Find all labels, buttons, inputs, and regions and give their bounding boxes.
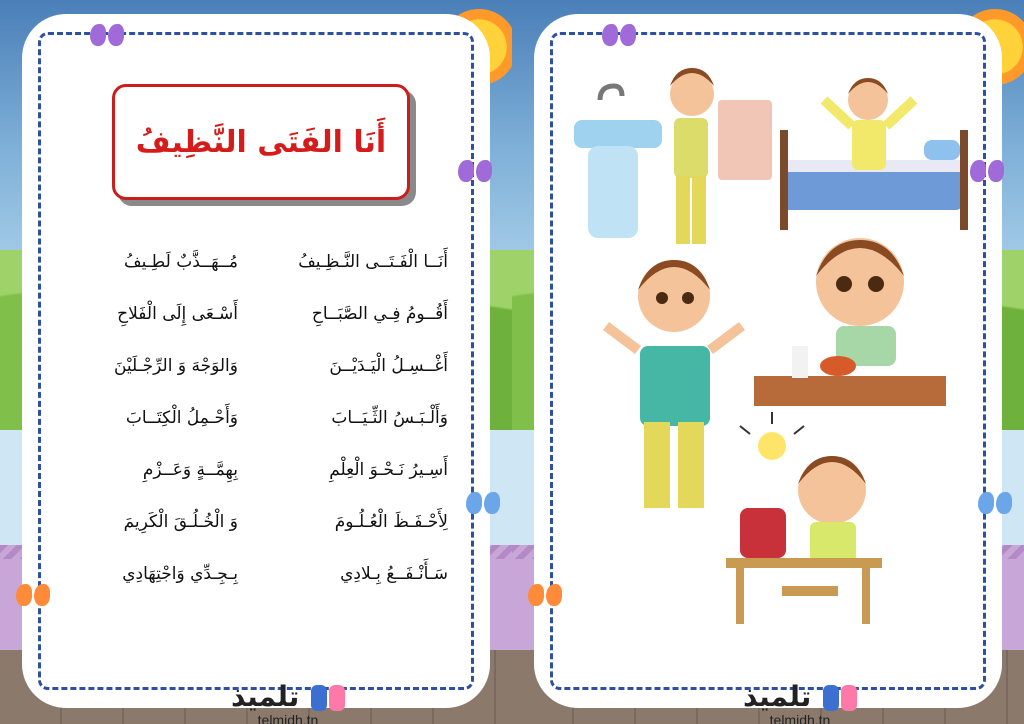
logo-arabic-text — [213, 682, 363, 712]
poem-hemistich-first: أَنَــا الْفَـتَــى النَّـظِـيفُ — [298, 252, 448, 272]
page-card — [28, 20, 484, 724]
girl-icon — [841, 685, 857, 711]
breakfast-illustration — [752, 226, 952, 426]
poem-hemistich-first: أَغْــسِـلُ الْيَـدَيْــنَ — [329, 356, 448, 376]
poem-line — [68, 236, 448, 288]
butterfly-icon — [458, 160, 492, 184]
poem-hemistich-second: وَ الْخُـلُـقَ الْكَرِيمَ — [123, 512, 238, 532]
towel-illustration — [716, 96, 776, 186]
poem-hemistich-second: بِـجِـدِّي وَاجْتِهَادِي — [122, 564, 238, 584]
logo-ar: تلميذ — [742, 680, 812, 713]
logo-en: telmidh.tn — [769, 712, 831, 724]
right-page — [512, 0, 1024, 724]
site-logo — [213, 682, 363, 724]
poem-hemistich-second: أَسْـعَى إِلَى الْفَلاحِ — [117, 304, 238, 324]
girl-icon — [329, 685, 345, 711]
poem-hemistich-second: وَالوَجْهَ وَ الرِّجْـلَيْنَ — [113, 356, 238, 376]
boy-icon — [823, 685, 839, 711]
butterfly-icon — [528, 584, 562, 608]
poem-hemistich-second: بِهِمَّــةٍ وَعَــزْمِ — [142, 460, 238, 480]
poem-line — [68, 340, 448, 392]
poem-line — [68, 548, 448, 600]
title-box — [112, 84, 410, 200]
poem-hemistich-first: لِأَحْـفَـظَ الْعُـلُـومَ — [334, 512, 448, 532]
logo-ar: تلميذ — [230, 680, 300, 713]
butterfly-icon — [466, 492, 500, 516]
poem — [68, 236, 448, 600]
poem-line — [68, 288, 448, 340]
poem-hemistich-second: وَأَحْـمِلُ الْكِتَــابَ — [125, 408, 238, 428]
poem-hemistich-first: أَسِـيرُ نَـحْـوَ الْعِلْمِ — [329, 460, 448, 480]
poem-line — [68, 496, 448, 548]
poem-hemistich-first: سَـأَنْـفَــعُ بِـلادِي — [340, 564, 448, 584]
poem-line — [68, 444, 448, 496]
poem-hemistich-first: وَأَلْـبَـسُ الثِّـيَــابَ — [331, 408, 448, 428]
butterfly-icon — [602, 24, 636, 48]
site-logo — [725, 682, 875, 724]
butterfly-icon — [978, 492, 1012, 516]
butterfly-icon — [90, 24, 124, 48]
logo-arabic-text — [725, 682, 875, 712]
page-title: أَنَا الفَتَى النَّظِيفُ — [135, 124, 387, 160]
desk-study-illustration — [722, 410, 922, 630]
poem-hemistich-second: مُــهَــذَّبٌ لَطِـيفُ — [123, 252, 238, 272]
butterfly-icon — [970, 160, 1004, 184]
poem-line — [68, 392, 448, 444]
boy-icon — [311, 685, 327, 711]
poem-hemistich-first: أَقُــومُ فِـي الصَّبَــاحِ — [311, 304, 448, 324]
page-card — [540, 20, 996, 724]
logo-en: telmidh.tn — [257, 712, 319, 724]
waking-up-illustration — [774, 70, 974, 240]
butterfly-icon — [16, 584, 50, 608]
